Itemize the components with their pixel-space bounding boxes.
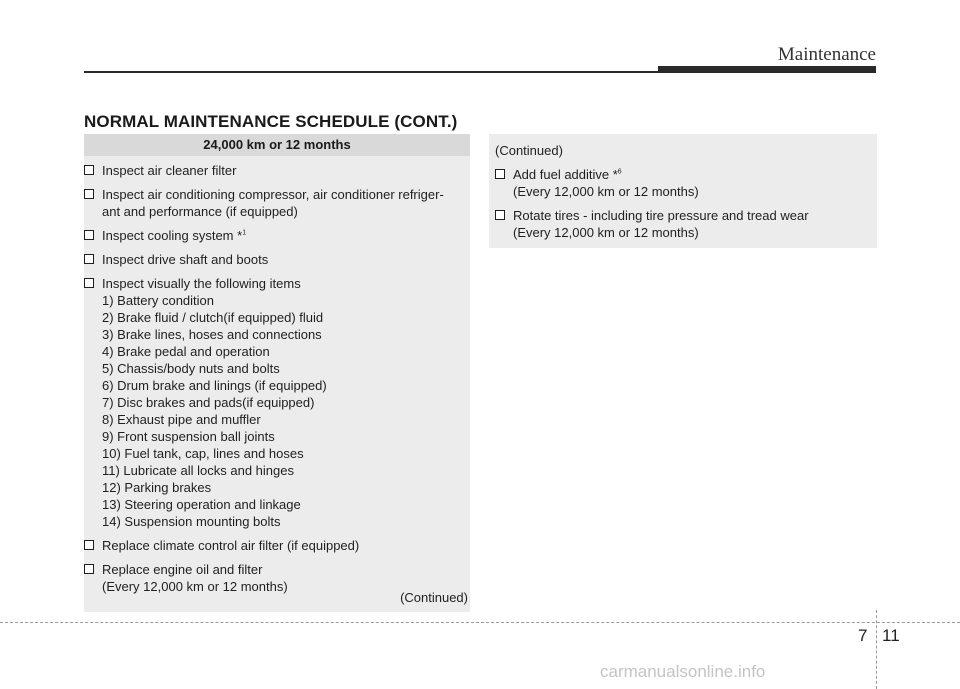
checklist-item <box>84 251 470 268</box>
left-item-list <box>84 156 470 595</box>
checklist-subline: 11) Lubricate all locks and hinges <box>102 463 294 478</box>
watermark: carmanualsonline.info <box>600 662 766 681</box>
checklist-item-text: Inspect drive shaft and boots <box>102 252 269 267</box>
checklist-subline: 5) Chassis/body nuts and bolts <box>102 361 280 376</box>
page-number: 11 <box>882 626 900 645</box>
schedule-right-panel <box>489 134 877 248</box>
checklist-item-main <box>84 251 470 268</box>
section-title: NORMAL MAINTENANCE SCHEDULE (CONT.) <box>84 112 458 131</box>
checklist-item-main <box>84 162 470 179</box>
checklist-item-main <box>84 186 470 203</box>
checkbox-icon <box>495 169 505 179</box>
checklist-item <box>84 162 470 179</box>
right-item-list <box>495 166 871 241</box>
checkbox-icon <box>84 278 94 288</box>
checklist-subline: 12) Parking brakes <box>102 480 212 495</box>
checklist-subline: (Every 12,000 km or 12 months) <box>513 225 699 240</box>
header-bar <box>658 66 876 73</box>
checklist-subline: 14) Suspension mounting bolts <box>102 514 281 529</box>
checklist-subline: 1) Battery condition <box>102 293 215 308</box>
checklist-item <box>84 275 470 530</box>
checkbox-icon <box>84 254 94 264</box>
checklist-item-main <box>84 561 470 578</box>
checklist-item-text: Inspect air conditioning compressor, air conditioner refriger- <box>102 187 444 202</box>
continued-note: (Continued) <box>400 590 468 605</box>
interval-heading: 24,000 km or 12 months <box>84 134 470 156</box>
checklist-item-text: Replace engine oil and filter <box>102 562 263 577</box>
checklist-item-text: Inspect air cleaner filter <box>102 163 237 178</box>
header-title: Maintenance <box>777 44 876 65</box>
schedule-left-panel <box>84 134 470 612</box>
continued-note: (Continued) <box>495 143 563 158</box>
checkbox-icon <box>84 230 94 240</box>
checklist-item-main <box>495 207 871 224</box>
checklist-item-main <box>84 537 470 554</box>
footer-divider <box>876 610 877 689</box>
checklist-item-main <box>84 275 470 292</box>
checklist-item-text: Replace climate control air filter (if equipped) <box>102 538 360 553</box>
checklist-item-text: Rotate tires - including tire pressure and tread wear <box>513 208 809 223</box>
checklist-item-main <box>84 227 470 244</box>
checklist-subline: 13) Steering operation and linkage <box>102 497 301 512</box>
checkbox-icon <box>84 189 94 199</box>
checklist-item-text: Inspect cooling system * <box>102 228 243 243</box>
checklist-subline: ant and performance (if equipped) <box>102 204 298 219</box>
checklist-subline: (Every 12,000 km or 12 months) <box>513 184 699 199</box>
checklist-item <box>495 207 871 241</box>
checklist-item <box>84 227 470 244</box>
footnote-marker: 6 <box>617 168 622 176</box>
checkbox-icon <box>84 540 94 550</box>
checklist-item-text: Add fuel additive * <box>513 167 618 182</box>
checklist-subline: 6) Drum brake and linings (if equipped) <box>102 378 327 393</box>
checklist-subline: 4) Brake pedal and operation <box>102 344 270 359</box>
checklist-subline: 10) Fuel tank, cap, lines and hoses <box>102 446 304 461</box>
checkbox-icon <box>84 165 94 175</box>
checklist-subline: 3) Brake lines, hoses and connections <box>102 327 322 342</box>
chapter-number: 7 <box>858 626 868 645</box>
checkbox-icon <box>84 564 94 574</box>
checklist-subline: 7) Disc brakes and pads(if equipped) <box>102 395 315 410</box>
checklist-subline: 8) Exhaust pipe and muffler <box>102 412 261 427</box>
checklist-item <box>84 537 470 554</box>
footer-rule <box>0 622 960 623</box>
checklist-subline: 9) Front suspension ball joints <box>102 429 275 444</box>
checkbox-icon <box>495 210 505 220</box>
footnote-marker: 1 <box>242 229 247 237</box>
checklist-subline: 2) Brake fluid / clutch(if equipped) fluid <box>102 310 324 325</box>
checklist-item <box>84 186 470 220</box>
checklist-item <box>495 166 871 200</box>
checklist-item-main <box>495 166 871 183</box>
header-rule <box>84 71 660 73</box>
checklist-item-text: Inspect visually the following items <box>102 276 301 291</box>
checklist-subline: (Every 12,000 km or 12 months) <box>102 579 288 594</box>
